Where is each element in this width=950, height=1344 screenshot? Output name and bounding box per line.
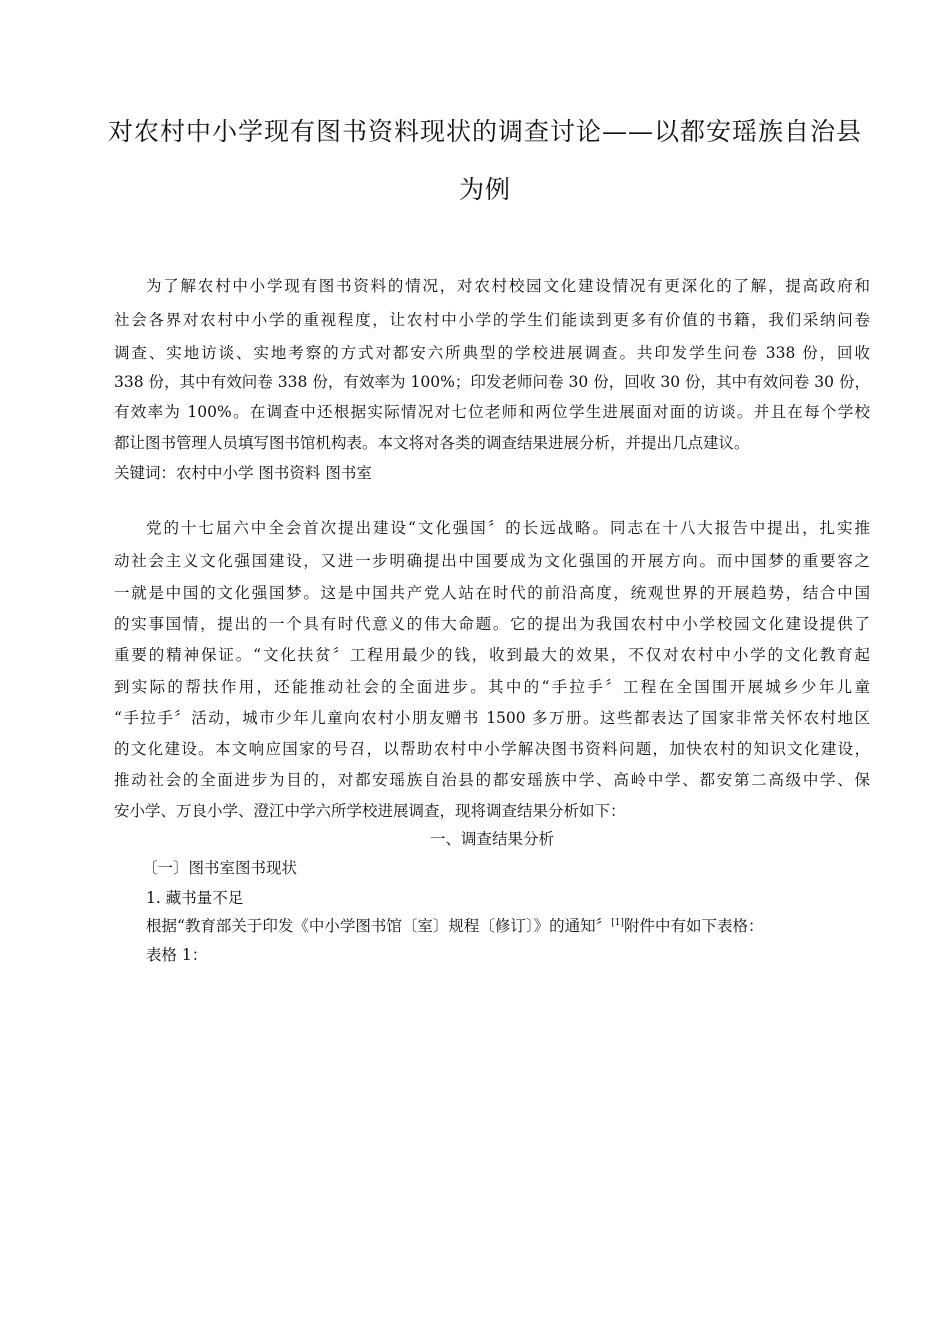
subsection-heading: 〔一〕图书室图书现状 — [142, 859, 298, 877]
abstract-line: 都让图书管理人员填写图书馆机构表。本文将对各类的调查结果进展分析，并提出几点建议。 — [114, 434, 750, 452]
body-line: “手拉手〞活动，城市少年儿童向农村小朋友赠书 1500 多万册。这些都表达了国家非常关怀农村地区 — [114, 709, 870, 727]
abstract-line: 调查、实地访谈、实地考察的方式对都安六所典型的学校进展调查。共印发学生问卷 338 份，回收 — [114, 344, 870, 362]
body-line: 重要的精神保证。“文化扶贫〞工程用最少的钱，收到最大的效果，不仅对农村中小学的文化教育起 — [114, 646, 870, 664]
section-heading: 一、调查结果分析 — [429, 830, 554, 848]
body-line: 到实际的帮扶作用，还能推动社会的全面进步。其中的“手拉手〞工程在全国围开展城乡少年儿童 — [114, 678, 870, 696]
keywords: 关键词：农村中小学 图书资料 图书室 — [114, 464, 372, 482]
body-line: 的实事国情，提出的一个具有时代意义的伟大命题。它的提出为我国农村中小学校园文化建设提供了 — [114, 615, 870, 633]
abstract-line: 338 份，其中有效问卷 338 份，有效率为 100%；印发老师问卷 30 份，回收 30 份，其中有效问卷 30 份， — [114, 373, 870, 391]
body-line: 安小学、万良小学、澄江中学六所学校进展调查，现将调查结果分析如下： — [114, 802, 626, 820]
body-line: 的文化建设。本文响应国家的号召，以帮助农村中小学解决图书资料问题，加快农村的知识文化建设， — [114, 740, 870, 758]
abstract-line: 为了解农村中小学现有图书资料的情况，对农村校园文化建设情况有更深化的了解，提高政府和 — [146, 277, 870, 295]
body-line: 动社会主义文化强国建设，又进一步明确提出中国要成为文化强国的开展方向。而中国梦的重要容之 — [114, 552, 870, 570]
doc-title-line-1: 对农村中小学现有图书资料现状的调查讨论——以都安瑶族自治县 — [107, 117, 862, 146]
body-line: 推动社会的全面进步为目的，对都安瑶族自治县的都安瑶族中学、高岭中学、都安第二高级中学、保 — [114, 771, 870, 789]
citation-marker[interactable]: [1] — [611, 917, 624, 928]
body-line: 党的十七届六中全会首次提出建设“文化强国〞的长远战略。同志在十八大报告中提出，扎实推 — [146, 519, 870, 537]
reference-text: 根据“教育部关于印发《中小学图书馆〔室〕规程〔修订〕》的通知〞 — [146, 917, 612, 935]
body-line: 一就是中国的文化强国梦。这是中国共产党人站在时代的前沿高度，统观世界的开展趋势，结合中国 — [114, 584, 870, 602]
abstract-line: 有效率为 100%。在调查中还根据实际情况对七位老师和两位学生进展面对面的访谈。并且在每个学校 — [114, 403, 870, 421]
table-label: 表格 1： — [146, 946, 208, 964]
abstract-line: 社会各界对农村中小学的重视程度，让农村中小学的学生们能读到更多有价值的书籍，我们采纳问卷 — [114, 311, 870, 329]
item-heading: 1. 藏书量不足 — [146, 889, 244, 907]
reference-line — [146, 916, 870, 936]
doc-title-line-2: 为例 — [458, 175, 511, 204]
reference-text-tail: 附件中有如下表格： — [623, 917, 764, 935]
